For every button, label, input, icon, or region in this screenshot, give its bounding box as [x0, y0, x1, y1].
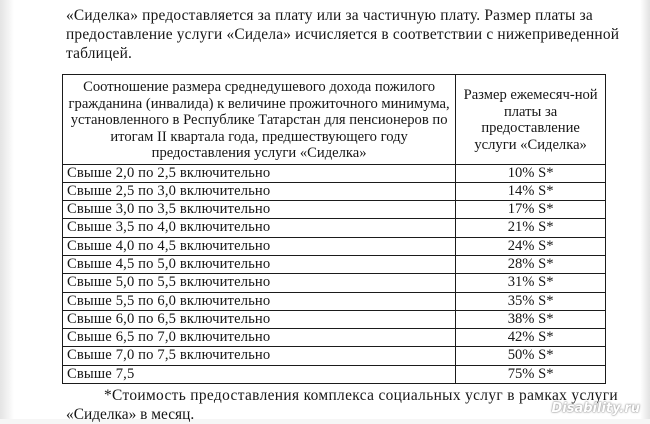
table-row	[63, 365, 606, 383]
page-edge-shadow-right	[640, 0, 650, 419]
table-row	[63, 329, 606, 347]
income-ratio-cell: Свыше 6,5 по 7,0 включительно	[63, 329, 456, 347]
intro-line: таблицей.	[66, 45, 133, 62]
fee-cell: 75% S*	[456, 365, 606, 383]
table-row	[63, 274, 606, 292]
intro-paragraph	[66, 6, 620, 63]
fee-cell: 14% S*	[456, 182, 606, 200]
intro-line: «Сиделка» предоставляется за плату или за частичную плату. Размер платы за	[66, 7, 593, 24]
fee-cell: 35% S*	[456, 292, 606, 310]
income-ratio-cell: Свыше 2,5 по 3,0 включительно	[63, 182, 456, 200]
income-ratio-cell: Свыше 4,5 по 5,0 включительно	[63, 255, 456, 273]
footnote-line: «Сиделка» в месяц.	[66, 406, 195, 423]
fee-cell: 42% S*	[456, 329, 606, 347]
header-monthly-fee: Размер ежемесяч-ной платы за предоставление услуги «Сиделка»	[456, 75, 606, 165]
fee-cell: 17% S*	[456, 201, 606, 219]
fee-cell: 50% S*	[456, 347, 606, 365]
fee-cell: 31% S*	[456, 274, 606, 292]
income-ratio-cell: Свыше 3,0 по 3,5 включительно	[63, 201, 456, 219]
income-ratio-cell: Свыше 2,0 по 2,5 включительно	[63, 164, 456, 182]
table-row	[63, 347, 606, 365]
table-row	[63, 237, 606, 255]
table-row	[63, 255, 606, 273]
income-ratio-cell: Свыше 7,5	[63, 365, 456, 383]
table-row	[63, 219, 606, 237]
table-row	[63, 201, 606, 219]
intro-line: предоставление услуги «Сидела» исчисляется в соответствии с нижеприведенной	[66, 26, 620, 43]
fee-cell: 10% S*	[456, 164, 606, 182]
fee-cell: 28% S*	[456, 255, 606, 273]
income-ratio-cell: Свыше 3,5 по 4,0 включительно	[63, 219, 456, 237]
header-income-ratio: Соотношение размера среднедушевого дохода пожилого гражданина (инвалида) к величине прожиточного минимума, установленного в Республике Татарстан для пенсионеров по итогам II квартала года, предшествующего году предоставления услуги «Сиделка»	[63, 75, 456, 165]
table-row	[63, 310, 606, 328]
table-row	[63, 182, 606, 200]
income-ratio-cell: Свыше 5,0 по 5,5 включительно	[63, 274, 456, 292]
fee-table	[62, 74, 606, 384]
footnote-line: *Стоимость предоставления комплекса социальных услуг в рамках услуги	[104, 387, 618, 404]
table-body	[63, 164, 606, 384]
fee-cell: 21% S*	[456, 219, 606, 237]
page-edge-shadow-left	[0, 0, 14, 419]
income-ratio-cell: Свыше 7,0 по 7,5 включительно	[63, 347, 456, 365]
table-row	[63, 292, 606, 310]
fee-cell: 24% S*	[456, 237, 606, 255]
site-watermark: Disability.ru	[551, 401, 640, 416]
fee-cell: 38% S*	[456, 310, 606, 328]
table-header-row	[63, 75, 606, 165]
footnote	[66, 386, 618, 424]
table-row	[63, 164, 606, 182]
income-ratio-cell: Свыше 5,5 по 6,0 включительно	[63, 292, 456, 310]
income-ratio-cell: Свыше 4,0 по 4,5 включительно	[63, 237, 456, 255]
income-ratio-cell: Свыше 6,0 по 6,5 включительно	[63, 310, 456, 328]
